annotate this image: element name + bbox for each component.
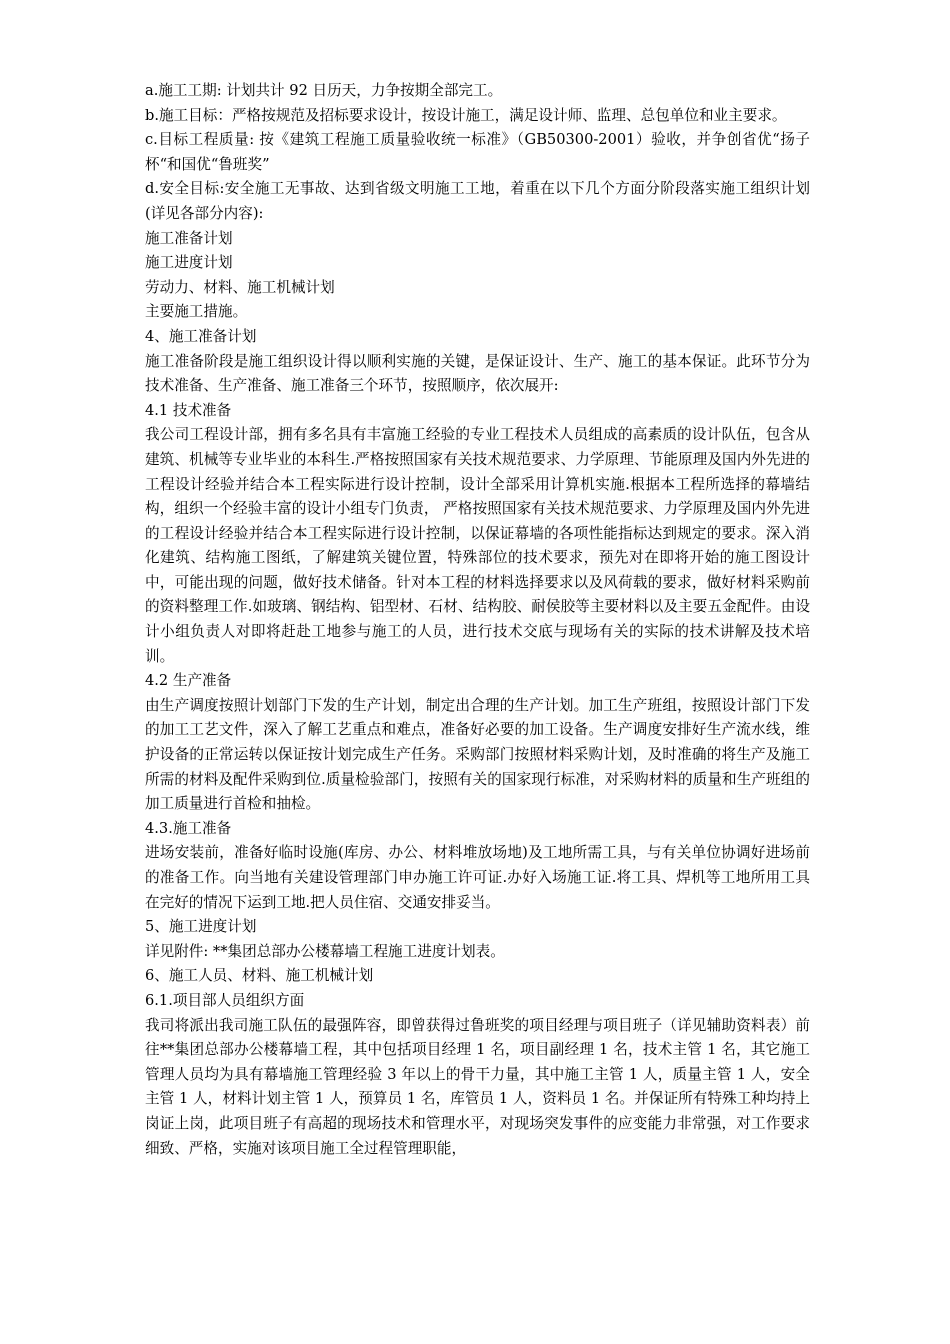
- section-heading-4-1: 4.1 技术准备: [145, 401, 232, 419]
- section-4-1-body: 我公司工程设计部，拥有多名具有丰富施工经验的专业工程技术人员组成的高素质的设计队伍，包含从建筑、机械等专业毕业的本科生.严格按照国家有关技术规范要求、力学原理、节能原理及国内外先进的工程设计经验并结合本工程实际进行设计控制，设计全部采用计算机实施.根据本工程所选择的幕墙结构，组织一个经验丰富的设计小组专门负责， 严格按照国家有关技术规范要求、力学原理及国内外先进的工程设计经验并结合本工程实际进行设计控制，以保证幕墙的各项性能指标达到规定的要求。深入消化建筑、结构施工图纸，了解建筑关键位置，特殊部位的技术要求，预先对在即将开始的施工图设计中，可能出现的问题，做好技术储备。针对本工程的材料选择要求以及风荷载的要求，做好材料采购前的资料整理工作.如玻璃、钢结构、铝型材、石材、结构胶、耐侯胶等主要材料以及主要五金配件。由设计小组负责人对即将赶赴工地参与施工的人员，进行技术交底与现场有关的实际的技术讲解及技术培训。: [145, 426, 810, 665]
- section-heading-4-3: 4.3.施工准备: [145, 819, 232, 837]
- item-d-safety: d.安全目标:安全施工无事故、达到省级文明施工工地，着重在以下几个方面分阶段落实施工组织计划(详见各部分内容):: [145, 180, 810, 222]
- list-item: 劳动力、材料、施工机械计划: [145, 278, 335, 296]
- section-heading-6-1: 6.1.项目部人员组织方面: [145, 991, 305, 1009]
- section-4-intro: 施工准备阶段是施工组织设计得以顺利实施的关键，是保证设计、生产、施工的基本保证。此环节分为技术准备、生产准备、施工准备三个环节，按照顺序，依次展开:: [145, 352, 810, 395]
- section-6-1-body: 我司将派出我司施工队伍的最强阵容，即曾获得过鲁班奖的项目经理与项目班子（详见辅助资料表）前往**集团总部办公楼幕墙工程，其中包括项目经理 1 名，项目副经理 1 名，技术主管 1 名，其它施工管理人员均为具有幕墙施工管理经验 3 年以上的骨干力量，其中施工主管 1 人，质量主管 1 人，安全主管 1 人，材料计划主管 1 人，预算员 1 名，库管员 1 人，资料员 1 名。并保证所有特殊工种均持上岗证上岗，此项目班子有高超的现场技术和管理水平，对现场突发事件的应变能力非常强，对工作要求细致、严格，实施对该项目施工全过程管理职能，: [145, 1016, 810, 1157]
- section-5-body: 详见附件: **集团总部办公楼幕墙工程施工进度计划表。: [145, 942, 505, 960]
- section-heading-6: 6、施工人员、材料、施工机械计划: [145, 967, 374, 985]
- list-item: 施工准备计划: [145, 229, 233, 247]
- section-4-3-body: 进场安装前，准备好临时设施(库房、办公、材料堆放场地)及工地所需工具，与有关单位协调好进场前的准备工作。向当地有关建设管理部门申办施工许可证.办好入场施工证.将工具、焊机等工地所用工具在完好的情况下运到工地.把人员住宿、交通安排妥当。: [145, 844, 810, 911]
- section-heading-4-2: 4.2 生产准备: [145, 672, 232, 690]
- list-item: 主要施工措施。: [145, 303, 248, 321]
- section-4-2-body: 由生产调度按照计划部门下发的生产计划，制定出合理的生产计划。加工生产班组，按照设计部门下发的加工工艺文件，深入了解工艺重点和难点，准备好必要的加工设备。生产调度安排好生产流水线，维护设备的正常运转以保证按计划完成生产任务。采购部门按照材料采购计划，及时准确的将生产及施工所需的材料及配件采购到位.质量检验部门，按照有关的国家现行标准，对采购材料的质量和生产班组的加工质量进行首检和抽检。: [145, 696, 810, 813]
- item-a-schedule: a.施工工期: 计划共计 92 日历天，力争按期全部完工。: [145, 82, 503, 99]
- section-heading-4: 4、施工准备计划: [145, 327, 257, 345]
- list-item: 施工进度计划: [145, 254, 233, 272]
- item-b-goal: b.施工目标：严格按规范及招标要求设计，按设计施工，满足设计师、监理、总包单位和业主要求。: [145, 106, 787, 124]
- section-heading-5: 5、施工进度计划: [145, 918, 257, 936]
- item-c-quality: c.目标工程质量: 按《建筑工程施工质量验收统一标准》（GB50300-2001）验收，并争创省优“扬子杯“和国优“鲁班奖”: [145, 131, 810, 173]
- document-body: [145, 79, 810, 1161]
